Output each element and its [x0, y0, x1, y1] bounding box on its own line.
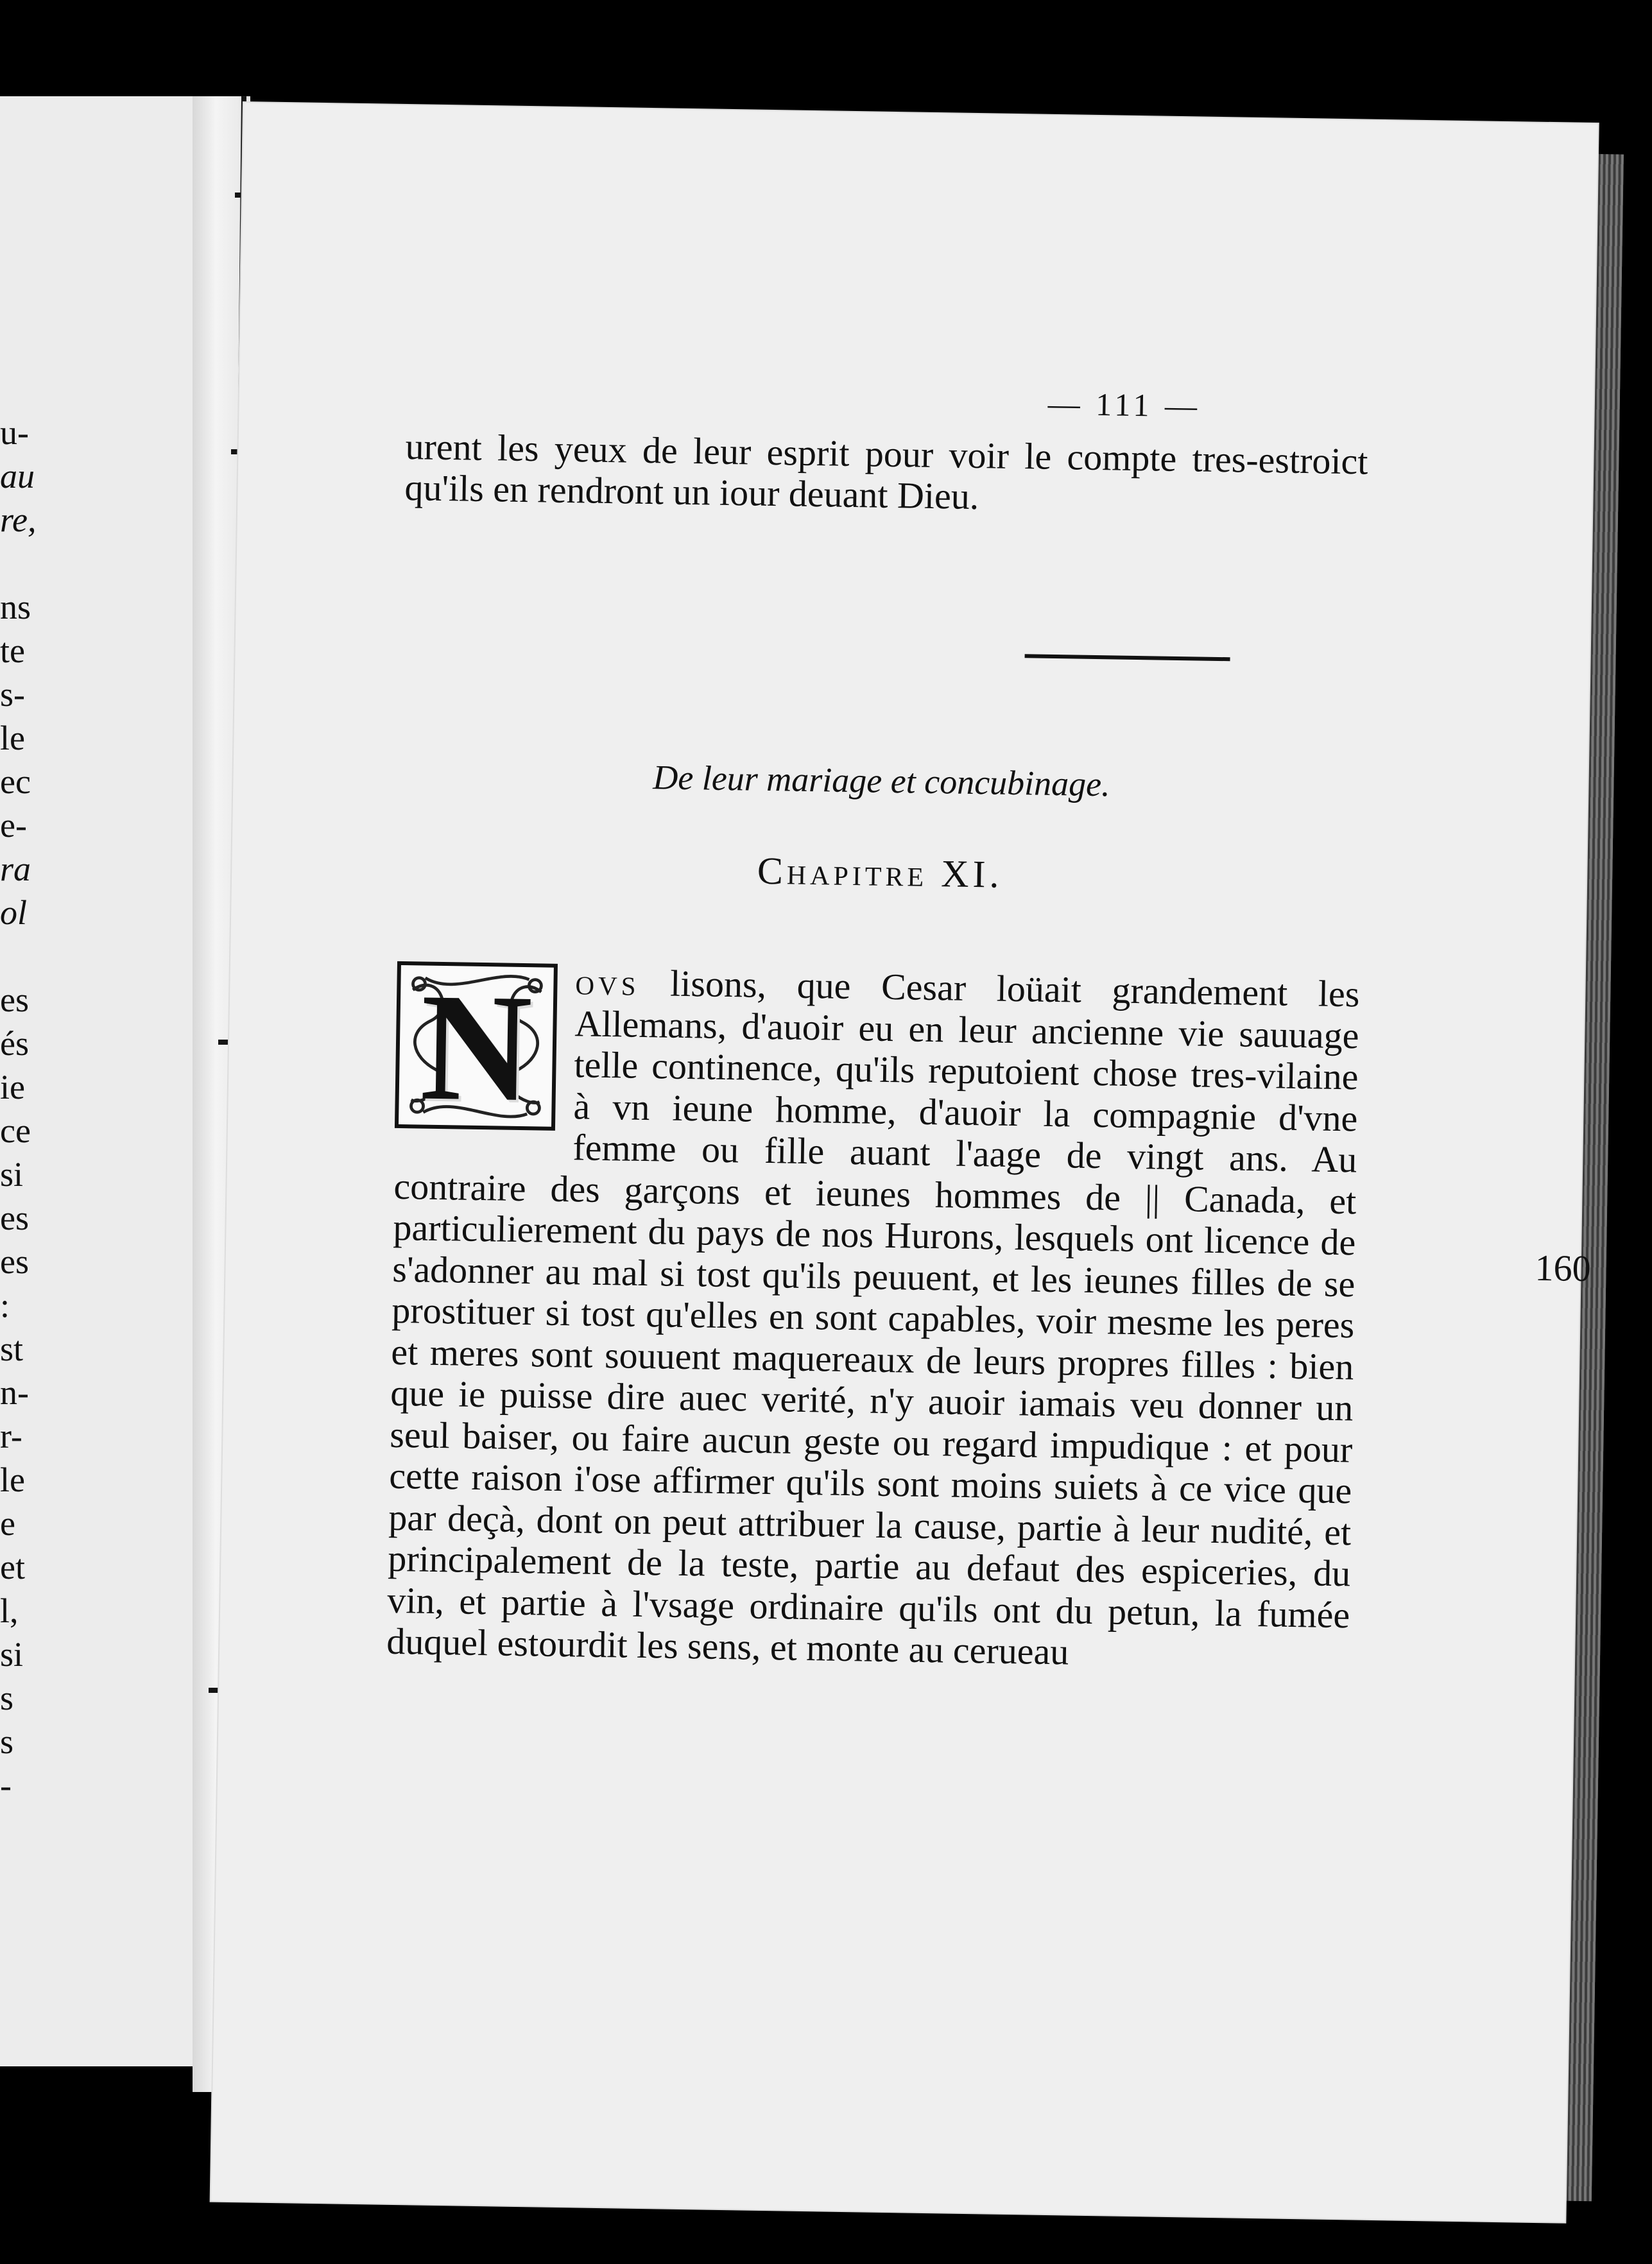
left-fragment-line: : [0, 1286, 10, 1325]
left-fragment-line: re, [0, 501, 37, 539]
left-fragment-line: le [0, 719, 25, 757]
left-fragment-line [0, 934, 39, 978]
dropcap-letter: N [419, 961, 533, 1134]
left-fragment-line: es [0, 1242, 29, 1281]
left-fragment-line: es [0, 1199, 29, 1237]
section-rule [1025, 654, 1230, 661]
left-fragment-line: et [0, 1548, 25, 1586]
left-fragment-line: es [0, 981, 29, 1019]
left-fragment-line [0, 542, 39, 585]
left-fragment-line: si [0, 1155, 24, 1194]
chapter-subtitle: De leur mariage et concubinage. [652, 758, 1111, 804]
left-fragment-line: le [0, 1461, 25, 1499]
left-fragment-line: ol [0, 893, 28, 932]
left-fragment-line: si [0, 1635, 24, 1674]
left-fragment-line: st [0, 1330, 24, 1368]
left-fragment-line: ra [0, 850, 31, 888]
page-number: — 111 — [1047, 385, 1201, 424]
page-right [211, 103, 1598, 2222]
first-word: ovs [575, 961, 641, 1004]
left-fragment-line: l, [0, 1591, 19, 1630]
left-page-text-fragments [0, 411, 39, 1807]
page-content [378, 105, 1598, 2222]
margin-page-reference: 160 [1535, 1246, 1592, 1290]
left-fragment-line: n- [0, 1373, 29, 1412]
left-fragment-line: u- [0, 413, 29, 452]
left-fragment-line: e- [0, 806, 27, 845]
left-fragment-line: te [0, 631, 25, 670]
left-fragment-line: - [0, 1766, 12, 1805]
left-fragment-line: e [0, 1504, 15, 1543]
ornamental-dropcap [395, 961, 558, 1134]
left-fragment-line: ns [0, 588, 31, 626]
chapter-heading: Chapitre XI. [757, 849, 1004, 896]
chapter-body [386, 959, 1360, 1677]
left-fragment-line: r- [0, 1417, 22, 1455]
left-fragment-line: ce [0, 1111, 31, 1150]
left-fragment-line: s [0, 1722, 14, 1761]
left-fragment-line: s [0, 1679, 14, 1717]
left-fragment-line: s- [0, 675, 25, 714]
left-fragment-line: ie [0, 1068, 25, 1106]
continuation-paragraph: urent les yeux de leur esprit pour voir le compte tres-estroict qu'ils en rendront un iour deuant Dieu. [404, 425, 1368, 518]
left-fragment-line: ec [0, 762, 31, 801]
left-fragment-line: és [0, 1024, 29, 1063]
chapter-body-text: lisons, que Cesar loüait grandement les Allemans, d'auoir eu en leur ancienne vie sauuage telle continence, qu'ils reputoient chose tres-vilaine à vn ieune homme, d'auoir la compagnie d'vne femme ou fille auant l'aage de vingt ans. Au contraire des garçons et ieunes hommes de || Canada, et particulierement du pays de nos Hurons, lesquels ont licence de s'adonner au mal si tost qu'ils peuuent, et les ieunes filles de se prostituer si tost qu'elles en sont capables, voir mesme les peres et meres sont souuent maquereaux de leurs propres filles : bien que ie puisse dire auec verité, n'y auoir iamais veu donner un seul baiser, ou faire aucun geste ou regard impudique : et pour cette raison i'ose affirmer qu'ils sont moins suiets à ce vice que par deçà, dont on peut attribuer la cause, partie à leur nudité, et principalement de la teste, partie au defaut des espiceries, du vin, et partie à l'vsage ordinaire qu'ils ont du petun, la fumée duquel estourdit les sens, et monte au cerueau [386, 962, 1360, 1673]
left-fragment-line: au [0, 457, 35, 495]
